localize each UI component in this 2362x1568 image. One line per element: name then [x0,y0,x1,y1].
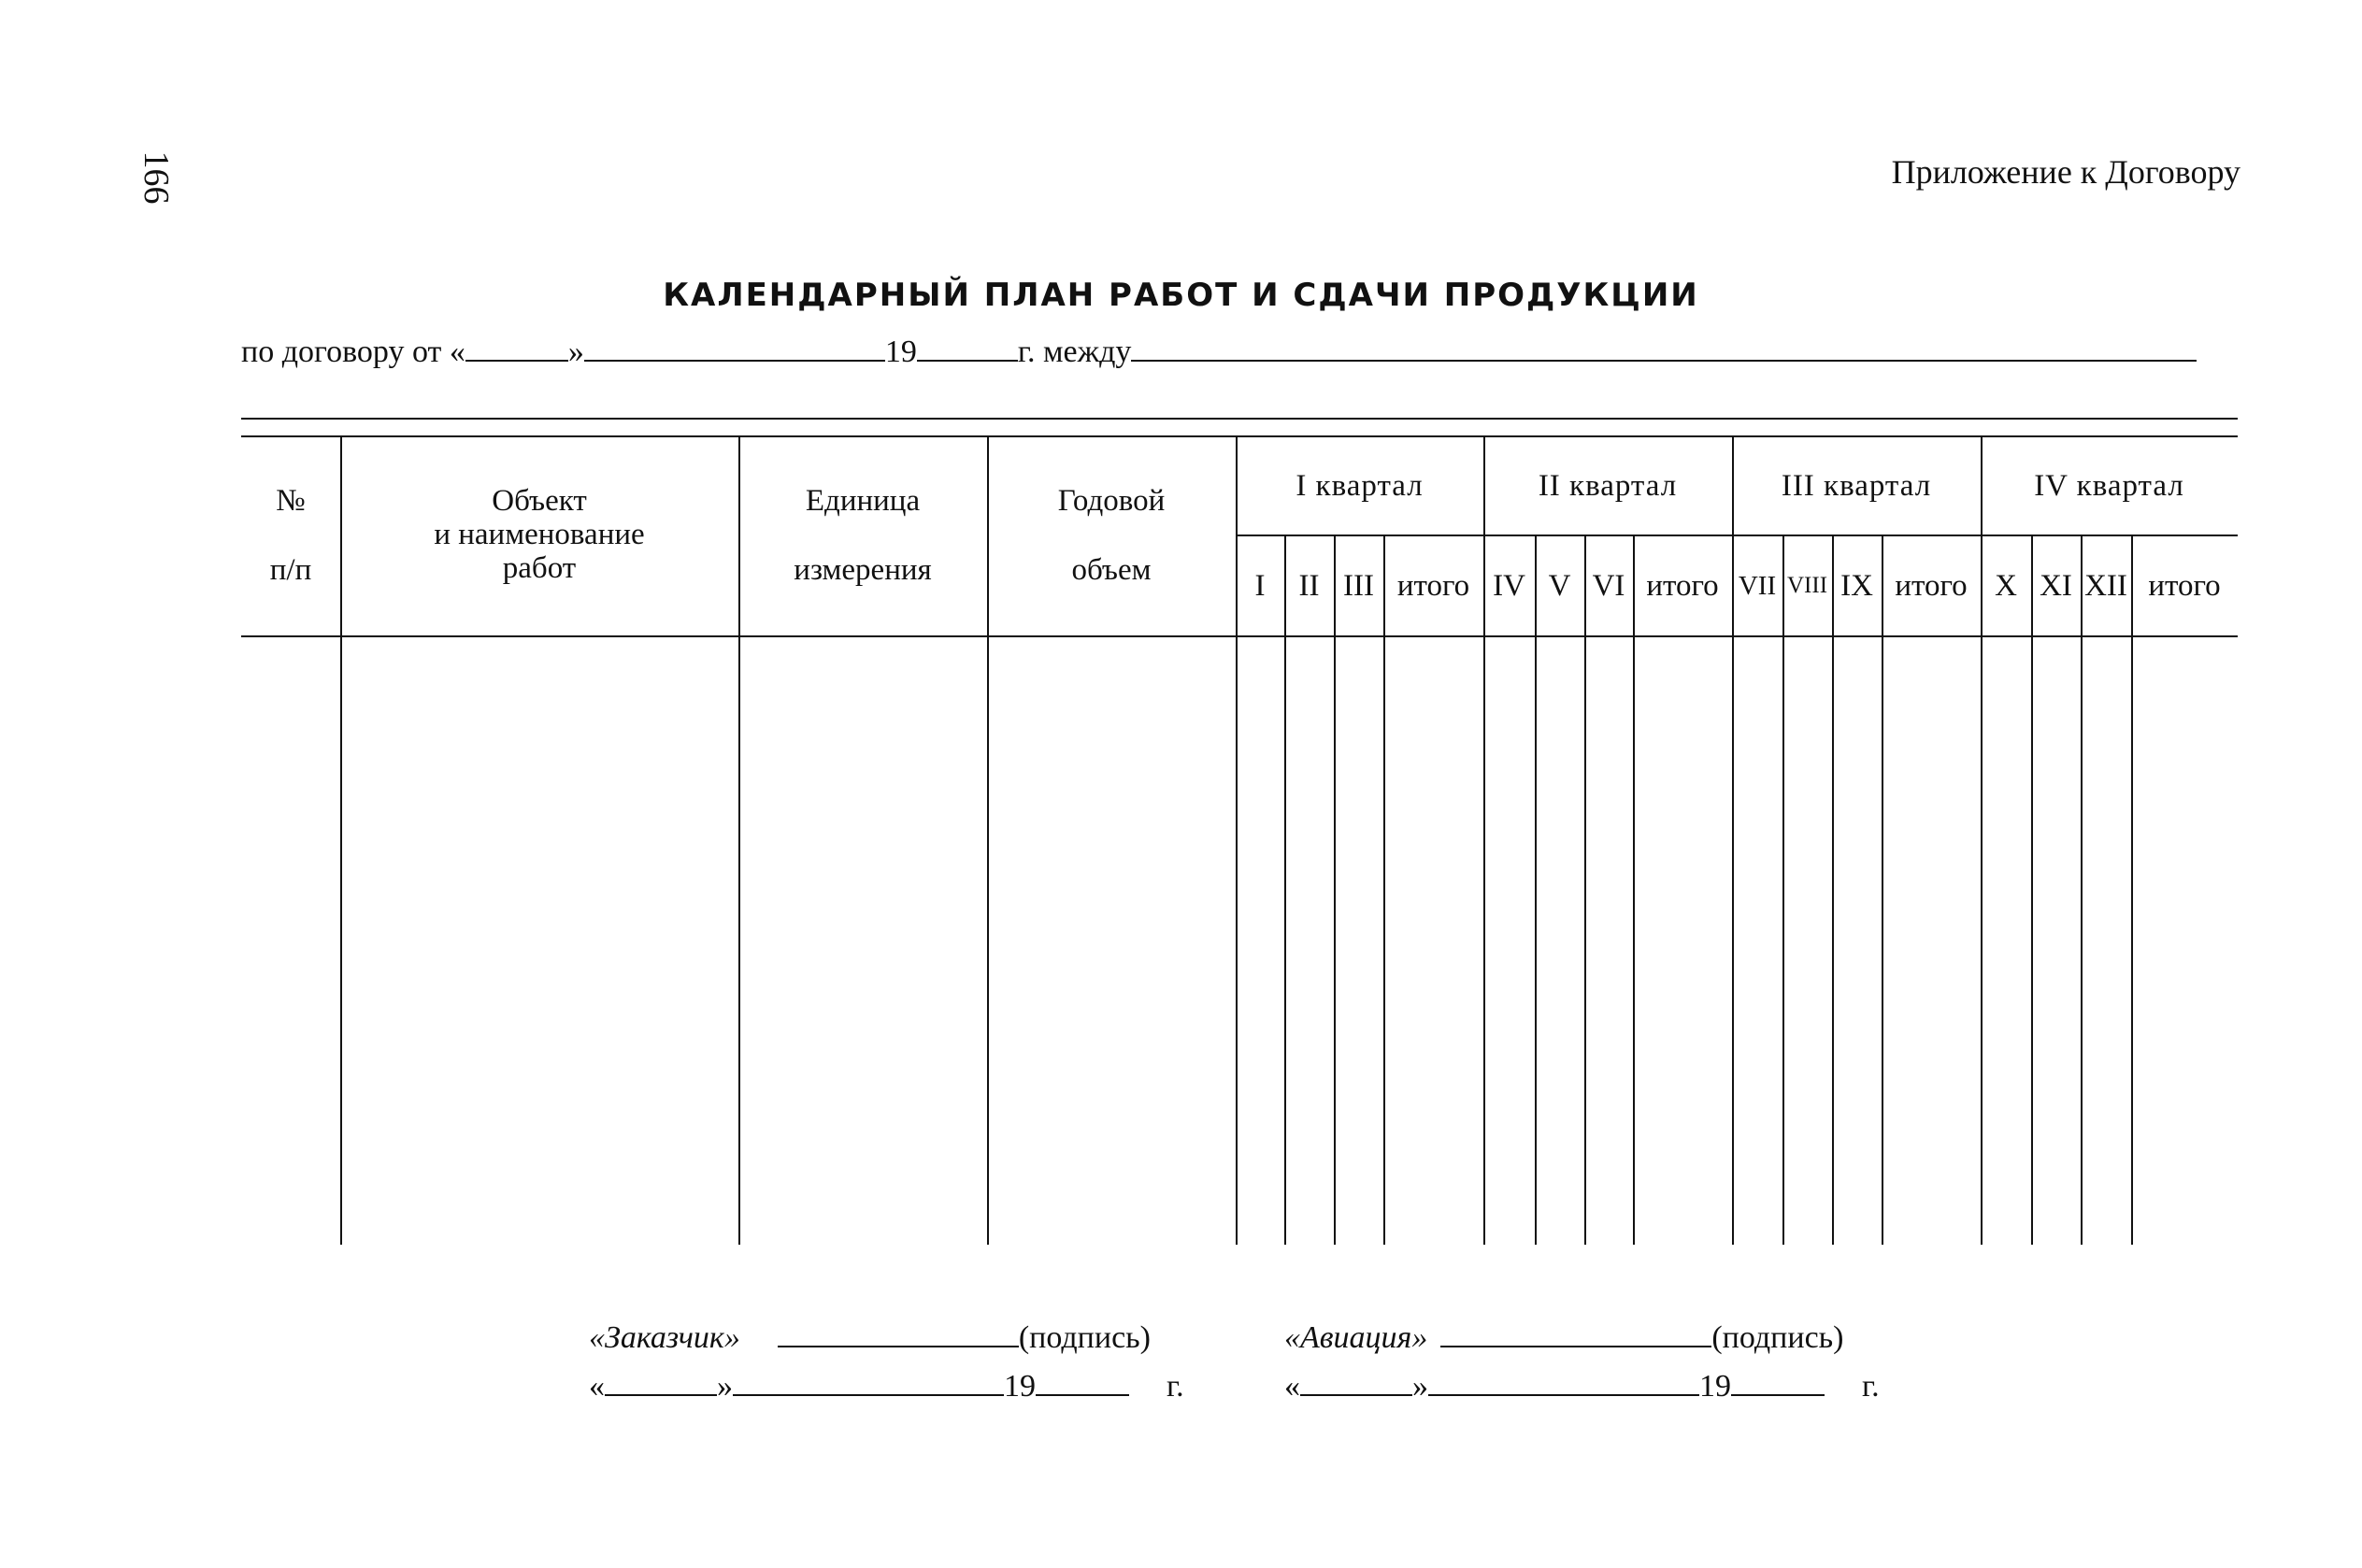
month-header: X [1995,569,2017,603]
contractor-day-blank[interactable] [1300,1366,1412,1396]
customer-day-blank[interactable] [605,1366,717,1396]
month-total-header: итого [1396,569,1470,603]
customer-signature-line [589,1318,1151,1359]
header-object-line2: и наименование [434,518,645,551]
month-header: III [1343,569,1374,603]
customer-quote-open: « [589,1369,605,1404]
contract-quote-close: » [567,335,584,369]
col-separator [1981,435,1983,1245]
col-separator [1483,435,1485,1245]
month-separator [1284,535,1286,1245]
col-separator [1236,435,1238,1245]
contractor-year-suffix: г. [1862,1369,1880,1404]
quarter-3-header: III квартал [1781,469,1932,503]
quarter-2-header: II квартал [1538,469,1678,503]
month-separator [2131,535,2133,1245]
month-header: IV [1493,569,1525,603]
header-object: Объект [492,484,587,518]
month-header: VIII [1786,573,1828,598]
contractor-date-line [1284,1366,1880,1407]
month-separator [1584,535,1586,1245]
month-separator [1334,535,1336,1245]
customer-party: «Заказчик» [589,1320,740,1355]
month-total-header: итого [2148,569,2221,603]
contract-year-prefix: 19 [884,335,917,369]
header-volume: Годовой [1057,484,1166,518]
month-separator [1882,535,1883,1245]
contract-year-suffix: г. между [1017,335,1132,369]
contractor-year-prefix: 19 [1699,1369,1731,1404]
header-unit: Единица [805,484,921,518]
contractor-signature-line [1284,1318,1844,1359]
month-separator [1832,535,1834,1245]
customer-signature-blank[interactable] [778,1318,1019,1347]
contractor-party: «Авиация» [1284,1320,1428,1355]
header-object-line3: работ [502,551,577,585]
month-header: VI [1592,569,1625,603]
contractor-quote-close: » [1412,1369,1428,1404]
month-header: I [1254,569,1266,603]
contractor-signature-blank[interactable] [1440,1318,1711,1347]
header-volume-line2: объем [1071,553,1152,587]
month-separator [2081,535,2083,1245]
header-unit-line2: измерения [794,553,932,587]
month-total-header: итого [1646,569,1719,603]
month-separator [1782,535,1784,1245]
page-number: 166 [136,150,176,205]
customer-date-line [589,1366,1184,1407]
customer-month-blank[interactable] [733,1366,1004,1396]
month-header: XI [2040,569,2072,603]
document-title: КАЛЕНДАРНЫЙ ПЛАН РАБОТ И СДАЧИ ПРОДУКЦИИ [663,277,1699,314]
appendix-label: Приложение к Договору [1891,153,2240,191]
month-separator [1383,535,1385,1245]
customer-sign-hint: (подпись) [1018,1320,1151,1355]
contractor-sign-hint: (подпись) [1711,1320,1844,1355]
customer-year-prefix: 19 [1004,1369,1036,1404]
customer-quote-close: » [717,1369,733,1404]
contractor-year-blank[interactable] [1731,1366,1825,1396]
header-bottom-border [241,635,2238,637]
customer-year-suffix: г. [1167,1369,1184,1404]
header-num: № [276,484,306,518]
col-separator [1732,435,1734,1245]
contractor-month-blank[interactable] [1428,1366,1699,1396]
month-separator [1633,535,1635,1245]
month-header: IX [1840,569,1873,603]
quarter-divider [1236,535,2238,536]
month-total-header: итого [1895,569,1968,603]
month-separator [2031,535,2033,1245]
month-header: VII [1738,571,1777,601]
month-separator [1535,535,1537,1245]
contract-prefix: по договору от « [241,335,465,369]
quarter-4-header: IV квартал [2034,469,2184,503]
header-num-sub: п/п [269,553,312,587]
quarter-1-header: I квартал [1296,469,1424,503]
customer-year-blank[interactable] [1036,1366,1129,1396]
table-top-border [241,435,2238,437]
month-header: II [1298,569,1320,603]
contractor-quote-open: « [1284,1369,1300,1404]
month-header: V [1548,569,1571,603]
month-header: XII [2084,569,2127,603]
